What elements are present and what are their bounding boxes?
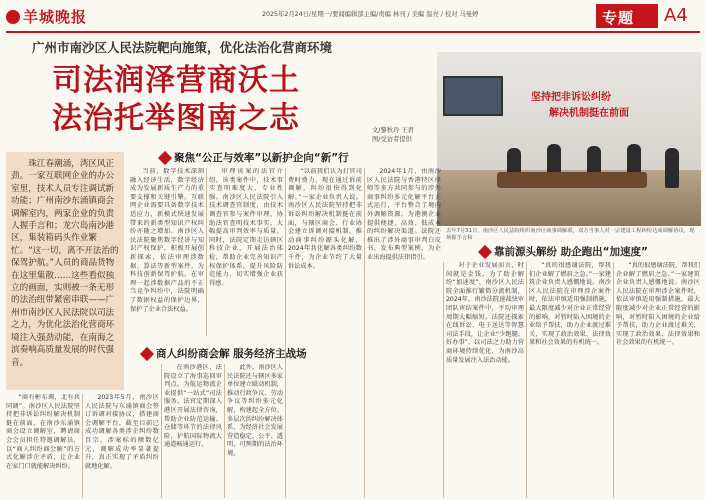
body-column: 2024年1月，由南沙区人民法院与香港特区律师等多方共同参与的涉外商事纠纷多元化解平台正式运行，平台整合了境内外调解资源，为港澳企业提供便捷、高效、低成本的纠纷解决渠道。法院还推出了涉外商事审判白皮书，发布典型案例，为企业出海提供法律指引。	[367, 168, 441, 261]
diamond-marker-icon	[158, 150, 172, 164]
body-column: “真的很感谢法院，帮我们企业解了燃眉之急。”一家建筑企业负责人感慨地说。南沙区人民法院在审理涉企案件时，依法审慎适用强制措施，最大限度减少对企业正常经营的影响，对暂时陷入困境的企业给予帮扶，助力企业渡过难关，实现了政治效果、法律效果和社会效果的有机统一。	[529, 262, 611, 347]
body-column: 对于企业发展而言，时间就是金钱。为了助企解纷“加速度”，南沙区人民法院全面推行繁简分流机制，2024年，南沙法院速裁快审团队审结案件中，平均审理周期大幅缩短。法院还探索在线诉讼、电子送达等智慧司法手段，让企业“少跑腿、好办事”，以司法之力助力营商环境持续优化，为南沙高质量发展注入法治动能。	[446, 262, 524, 364]
body-column: 在南沙港区，法院设立了海事巡回审判点，为航运物流企业提供“一站式”司法服务。法官定期深入港区开展法律咨询，帮助企业防范运输、仓储等环节的法律风险，护航国际物流大通道畅通运行。	[164, 364, 222, 449]
masthead	[0, 0, 705, 34]
byline-authors: 文/黎秋玲 王君	[372, 127, 414, 134]
body-column: 2023年5月，南沙区人民法院与东涌镇商会签订诉调对接协议，搭建商会调解平台，截至目前已成功调解各类涉企纠纷数百宗，涉案标的额数亿元，调解成功率显著提升，真正实现了矛盾纠纷就地化解。	[85, 394, 159, 470]
section-heading-3: 靠前源头解纷 助企跑出“加速度”	[480, 244, 648, 259]
photo-banner-line-2: 解决机制挺在前面	[549, 108, 629, 119]
article-photo	[437, 52, 701, 226]
body-column: “商有彬东调，北有共同调”。南沙区人民法院坚持把非诉讼纠纷解决机制挺在前面，在南沙东涌镇商会设立调解室，聘请商会会员担任特邀调解员，以“商人纠纷商会解”的方式化解涉企矛盾，让企业在家门口就能解决纠纷。	[6, 394, 80, 470]
body-column: 当前，数字技术深刻融入经济生活，数字经济成为发展新质生产力的重要支撑和关键引擎。互联网企业需要具备数字技术适应力，新模式快速发展带来的新类型知识产权纠纷亦随之增加。南沙区人民法院聚焦数字经济与知识产权保护，积极开展创新探索，依法审理涉数据、算法等新型案件，为科技创新保驾护航。在审理一起涉数据产品的不正当竞争纠纷中，法院明确了数据权益的保护边界，保护了企业合法权益。	[130, 168, 204, 313]
headline-line-2: 法治托举图南之志	[52, 101, 300, 136]
body-column: “真的很感谢法院，帮我们企业解了燃眉之急。”一家建筑企业负责人感慨地说。南沙区人民法院在审理涉企案件时，依法审慎适用强制措施，最大限度减少对企业正常经营的影响，对暂时陷入困境的企业给予帮扶，助力企业渡过难关，实现了政治效果、法律效果和社会效果的有机统一。	[616, 262, 700, 347]
body-column: “以前我们认为打官司费时费力，现在通过诉前调解，纠纷很快得到化解。”一家企业负责人说。南沙区人民法院坚持把非诉讼纠纷解决机制挺在前面，与辖区商会、行业协会建立诉调对接机制，推动商事纠纷源头化解，2024年共化解各类纠纷数千件，为企业节约了大量诉讼成本。	[288, 168, 362, 270]
date-line: 2025年2月24日/星期一/要闻编辑部主编/责编 林刊 / 美编 温亮 / 校对 马曼婷	[262, 11, 479, 18]
lead-paragraph-box	[6, 152, 124, 390]
body-column: 此外，南沙区人民法院还与辖区多家单位建立联动机制，推动行政争议、劳动争议等纠纷多元化解，构建起全方位、多层次的纠纷解决体系，为经济社会发展营造稳定、公平、透明、可预期的法治环境。	[227, 364, 283, 457]
headline-line-1: 司法润泽营商沃土	[52, 63, 300, 98]
photo-caption: 去年7月31日，南沙区人民法院组织南沙区商事调解联，双方当事人对一宗建设工程纠纷达成调解协议，现场握手言和	[446, 228, 695, 241]
diamond-marker-icon	[140, 346, 154, 360]
newspaper-logo	[6, 6, 87, 27]
photo-banner-line-1: 坚持把非诉讼纠纷	[531, 92, 611, 103]
tv-screen	[443, 76, 503, 116]
masthead-rule	[6, 31, 700, 33]
diamond-marker-icon	[478, 244, 492, 258]
byline	[372, 126, 414, 144]
logo-text: 羊城晚报	[23, 8, 88, 26]
section-tab: 专题	[596, 4, 658, 28]
logo-emblem-icon	[6, 10, 20, 24]
section-heading-2: 商人纠纷商会解 服务经济主战场	[142, 346, 307, 361]
section-heading-1: 聚焦“公正与效率”以新护企向“新”行	[160, 150, 349, 165]
body-column: 审理该案的法官介绍，该类案件中，技术事实查明难度大、专业性强。南沙区人民法院引入技术调查官制度，由技术调查官参与案件审理，协助法官查明技术事实，大幅提高审判效率与质量。同时，法院定期走访辖区科技企业，开展法治体检，帮助企业完善知识产权保护体系，提升风险防范能力，切实增强企业获得感。	[209, 168, 283, 287]
article-kicker: 广州市南沙区人民法院靶向施策，优化法治化营商环境	[32, 40, 333, 55]
article-headline	[52, 62, 300, 138]
meeting-table	[497, 172, 647, 188]
person-figure	[665, 148, 679, 188]
page-number: A4	[664, 5, 688, 26]
lead-paragraph: 珠江春潮涌，湾区风正劲。一家互联网企业的办公室里，技术人员专注调试新功能；广州南沙东涌镇商会调解室内，两家企业的负责人握手言和；龙穴岛南沙港区，集装箱码头作业繁忙。“这一切，离不开法治的保驾护航。”人员的商品货物在这里集散……这些看似独立的画面，实则被一条无形的法治纽带紧密串联——广州市南沙区人民法院以司法之力，为优化法治化营商环境注入强劲动能，在南海之滨奏响高质量发展的时代强音。	[11, 159, 119, 368]
byline-photo-credit: 图/受访者提供	[372, 136, 412, 143]
